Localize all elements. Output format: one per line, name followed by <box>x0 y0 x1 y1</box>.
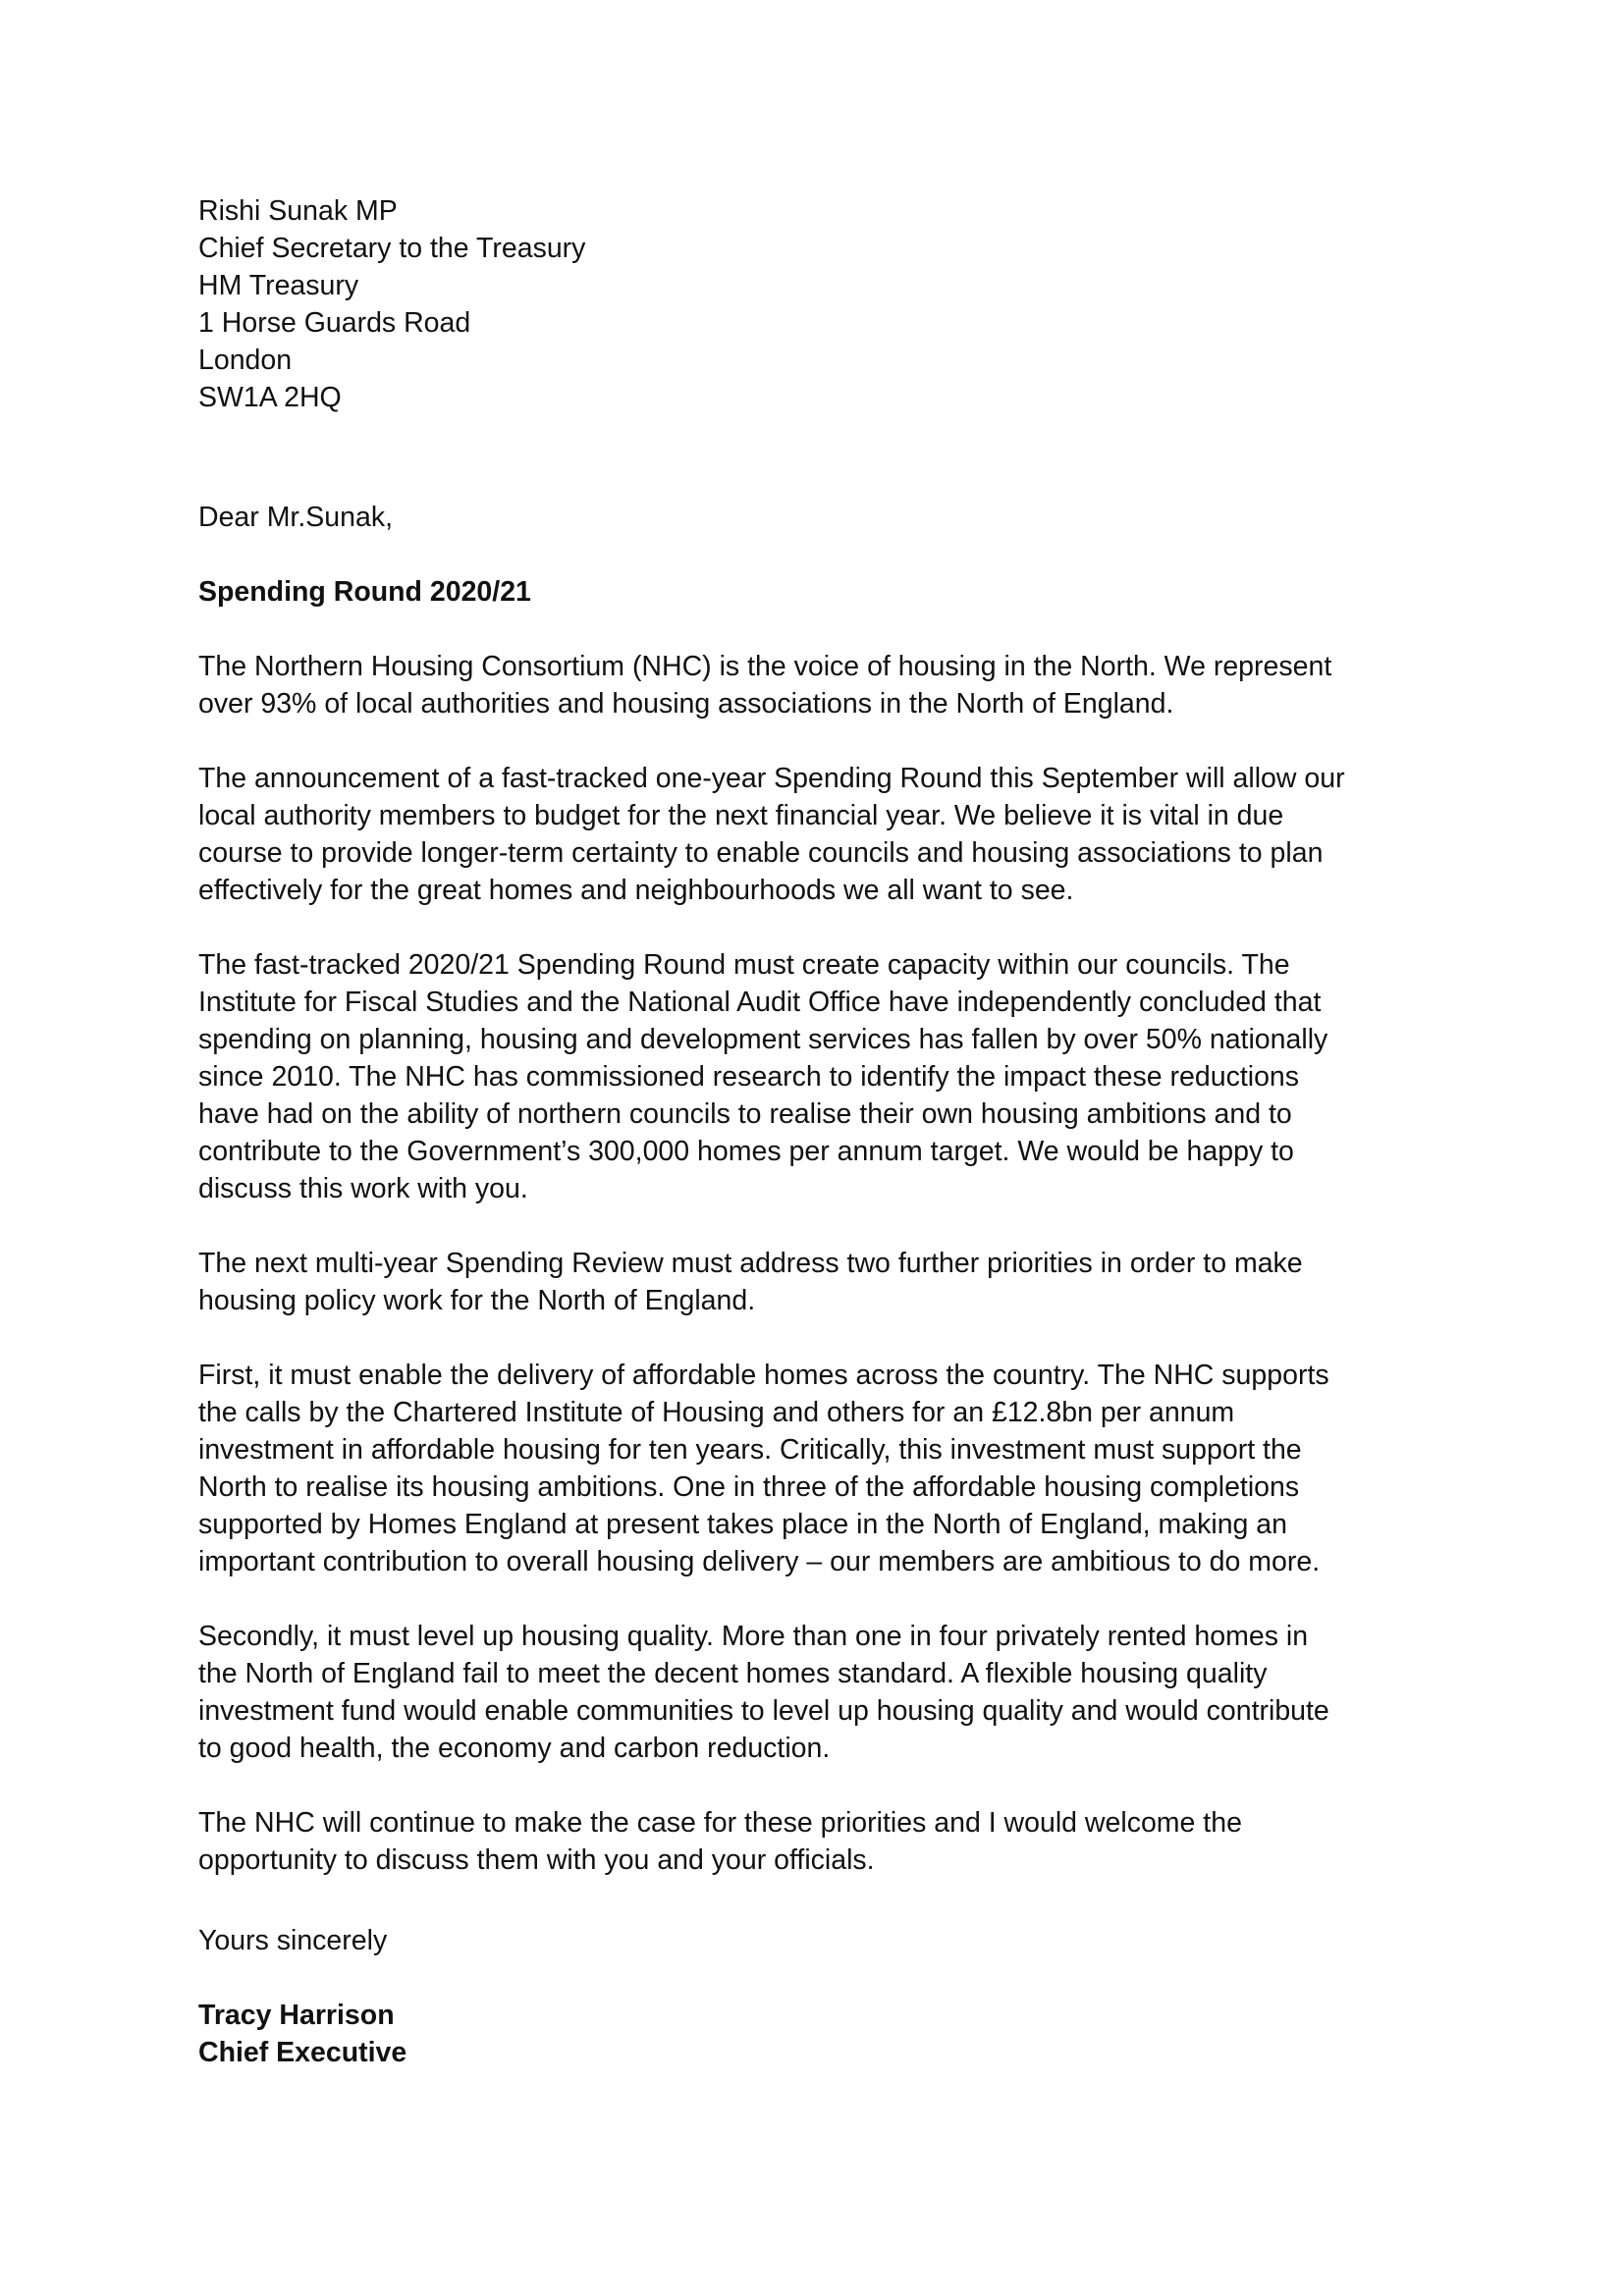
signature-block <box>198 1997 406 2071</box>
recipient-city: London <box>198 345 293 376</box>
paragraph-6 <box>198 1618 1475 1767</box>
signatory-title: Chief Executive <box>198 2037 407 2068</box>
recipient-title: Chief Secretary to the Treasury <box>198 233 586 264</box>
paragraph-line: The Northern Housing Consortium (NHC) is the voice of housing in the North. We represent <box>198 651 1332 682</box>
paragraph-line: First, it must enable the delivery of affordable homes across the country. The NHC supports <box>198 1360 1329 1391</box>
paragraph-line: Secondly, it must level up housing quality. More than one in four privately rented homes in <box>198 1621 1309 1652</box>
paragraph-line: opportunity to discuss them with you and your officials. <box>198 1844 875 1876</box>
closing: Yours sincerely <box>198 1925 388 1956</box>
paragraph-line: spending on planning, housing and development services has fallen by over 50% nationally <box>198 1024 1328 1055</box>
paragraph-line: The fast-tracked 2020/21 Spending Round must create capacity within our councils. The <box>198 949 1290 981</box>
paragraph-7 <box>198 1804 1475 1879</box>
paragraph-line: local authority members to budget for the next financial year. We believe it is vital in due <box>198 800 1284 831</box>
paragraph-line: North to realise its housing ambitions. One in three of the affordable housing completions <box>198 1471 1300 1503</box>
recipient-address <box>198 192 1475 416</box>
paragraph-2 <box>198 760 1475 909</box>
paragraph-line: housing policy work for the North of England. <box>198 1285 756 1316</box>
salutation: Dear Mr.Sunak, <box>198 502 393 533</box>
paragraph-line: over 93% of local authorities and housing associations in the North of England. <box>198 688 1174 720</box>
recipient-name: Rishi Sunak MP <box>198 195 398 227</box>
letter-page <box>198 192 1475 2068</box>
paragraph-line: The next multi-year Spending Review must address two further priorities in order to make <box>198 1248 1303 1279</box>
paragraph-line: discuss this work with you. <box>198 1173 528 1204</box>
paragraph-line: course to provide longer-term certainty to enable councils and housing associations to plan <box>198 837 1324 869</box>
paragraph-line: effectively for the great homes and neighbourhoods we all want to see. <box>198 875 1074 906</box>
recipient-organisation: HM Treasury <box>198 270 359 301</box>
paragraph-1 <box>198 648 1475 722</box>
recipient-street: 1 Horse Guards Road <box>198 307 471 339</box>
paragraph-4 <box>198 1245 1475 1319</box>
subject-heading: Spending Round 2020/21 <box>198 576 531 608</box>
paragraph-5 <box>198 1357 1475 1580</box>
paragraph-line: have had on the ability of northern councils to realise their own housing ambitions and to <box>198 1098 1292 1130</box>
paragraph-line: since 2010. The NHC has commissioned research to identify the impact these reductions <box>198 1061 1300 1093</box>
paragraph-line: to good health, the economy and carbon reduction. <box>198 1733 831 1764</box>
paragraph-line: contribute to the Government’s 300,000 homes per annum target. We would be happy to <box>198 1136 1294 1167</box>
paragraph-line: The NHC will continue to make the case for these priorities and I would welcome the <box>198 1807 1242 1839</box>
paragraph-line: supported by Homes England at present takes place in the North of England, making an <box>198 1509 1288 1540</box>
paragraph-line: important contribution to overall housing delivery – our members are ambitious to do more. <box>198 1546 1321 1577</box>
paragraph-line: investment fund would enable communities to level up housing quality and would contribute <box>198 1695 1329 1727</box>
paragraph-line: Institute for Fiscal Studies and the National Audit Office have independently concluded that <box>198 987 1322 1018</box>
paragraph-3 <box>198 946 1475 1207</box>
paragraph-line: the North of England fail to meet the decent homes standard. A flexible housing quality <box>198 1658 1268 1689</box>
signatory-name: Tracy Harrison <box>198 2000 395 2031</box>
paragraph-line: The announcement of a fast-tracked one-year Spending Round this September will allow our <box>198 763 1345 794</box>
paragraph-line: the calls by the Chartered Institute of Housing and others for an £12.8bn per annum <box>198 1397 1235 1428</box>
recipient-postcode: SW1A 2HQ <box>198 382 342 413</box>
paragraph-line: investment in affordable housing for ten years. Critically, this investment must support the <box>198 1434 1302 1466</box>
